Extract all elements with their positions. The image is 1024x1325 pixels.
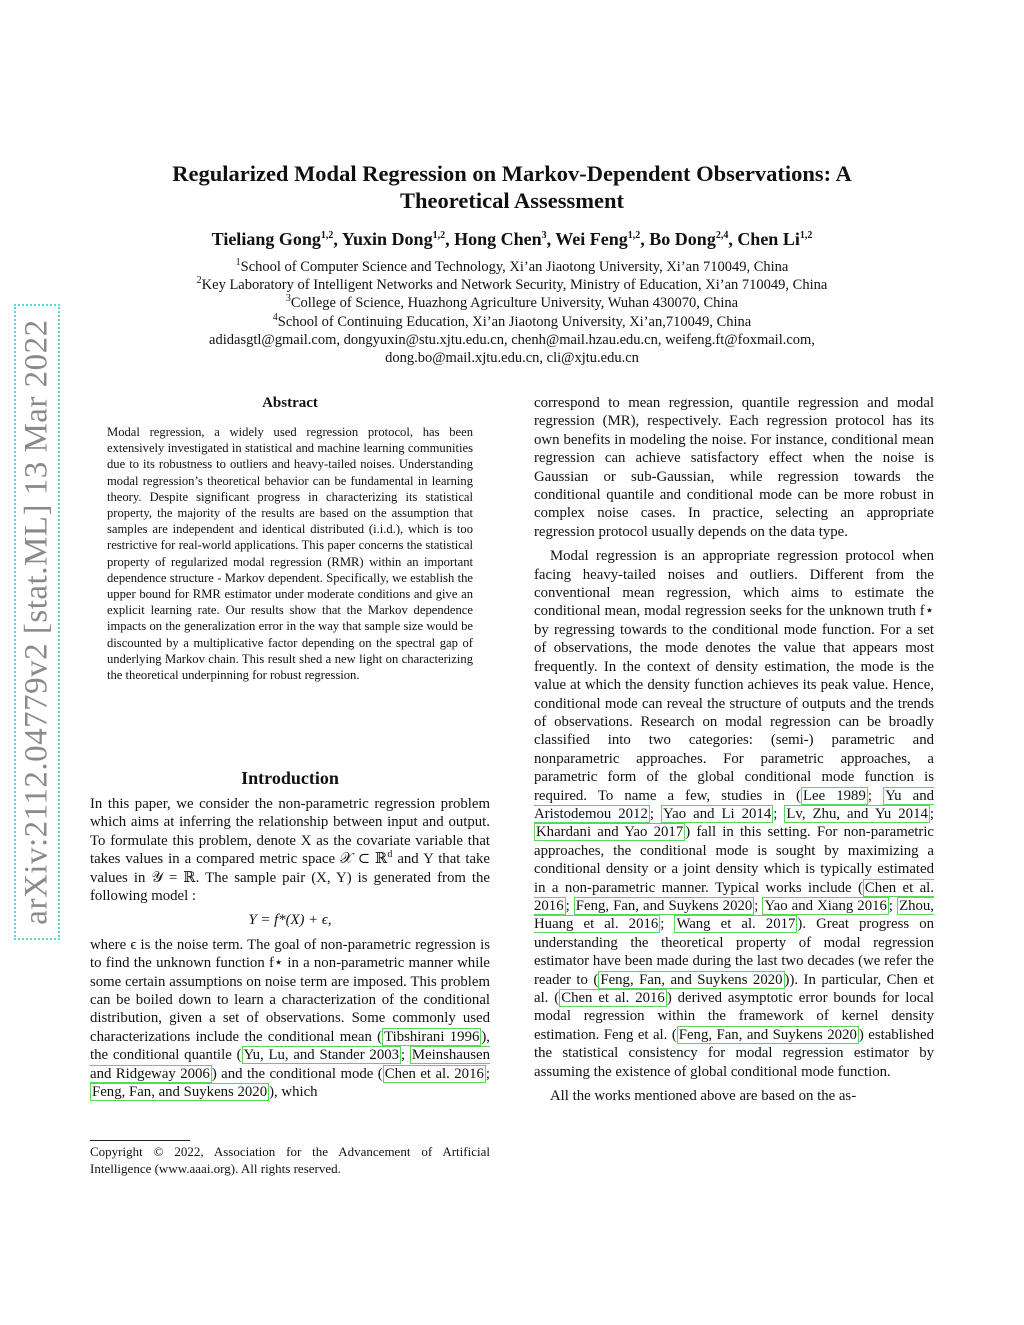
paragraph: Modal regression is an appropriate regression protocol when facing heavy-tailed noises and outliers. Different from the conventional mean regression, which aims to estimate the conditional mean, modal regression seeks for the unknown truth f⋆ by regressing towards to the conditional mode function. For a set of observations, the mode denotes the value that appears most frequently. In the context of density estimation, the mode is the value at which the density function achieves its peak value. Hence, conditional mode can reveal the structure of outputs and the trends of observations. Research on modal regression can be broadly classified into two categories: (semi-) parametric and nonparametric approaches. For parametric approaches, a parametric form of the global conditional mode function is required. To name a few, studies in ( Lee 1989 ; Yu and Aristodemou 2012 ; Yao and Li 2014 ; Lv, Zhu, and Yu 2014 ; Khardani and Yao 2017 ) fall in this setting. For non-parametric approaches, the conditional mode is sought by maximizing a conditional density or a joint density which is typically estimated in a non-parametric manner. Typical works include ( Chen et al. 2016 ; Feng, Fan, and Suykens 2020 ; Yao and Xiang 2016 ; Zhou, Huang et al. 2016 ; Wang et al. 2017 ). Great progress on understanding the theoretical property of modal regression estimator have been made during the last two decades (we refer the reader to ( Feng, Fan, and Suykens 2020 )). In particular, Chen et al. ( Chen et al. 2016 ) derived asymptotic error bounds for local modal regression within the framework of kernel density estimation. Feng et al. ( Feng, Fan, and Suykens 2020 ) established the statistical consistency for modal regression estimator by assuming the existence of global conditional mode function. [534, 548, 935, 1080]
citation-link[interactable]: Yao and Xiang 2016 [764, 897, 887, 914]
citation-link[interactable]: Meinshausen and Ridgeway 2006 [90, 1047, 490, 1082]
citation-link[interactable]: Yao and Li 2014 [662, 805, 772, 822]
footnote-rule [90, 1140, 190, 1141]
author-sup: 1,2 [627, 230, 641, 241]
citation-link[interactable]: Feng, Fan, and Suykens 2020 [575, 897, 753, 914]
author: Hong Chen [454, 229, 542, 249]
abstract-text: Modal regression, a widely used regression protocol, has been extensively investigated in statistical and machine learning communities due to its robustness to outliers and heavy-tailed noises. Understanding modal regression’s theoretical behavior can be fundamental in learning theory. Despite significant progress in characterizing its statistical property, the majority of the results are based on the assumption that samples are independent and identical distributed (i.i.d.), which is too restrictive for real-world applications. This paper concerns the statistical property of regularized modal regression (RMR) within an important dependence structure - Markov dependent. Specifically, we establish the upper bound for RMR estimator under moderate conditions and give an explicit learning rate. Our results show that the Markov dependence impacts on the generalization error in the way that sample size would be discounted by a multiplicative factor depending on the spectral gap of underlying Markov chain. This result shed a new light on characterizing the theoretical underpinning for robust regression. [107, 425, 473, 683]
author-sup: 2,4 [715, 230, 729, 241]
paragraph: All the works mentioned above are based on the as- [550, 1088, 857, 1105]
email-line: dong.bo@mail.xjtu.edu.cn, cli@xjtu.edu.cn [385, 350, 639, 367]
affiliation: $^3$College of Science, Huazhong Agriculture University, Wuhan 430070, China [285, 293, 739, 312]
author: Yuxin Dong [341, 229, 433, 249]
abstract-heading: Abstract [262, 395, 318, 411]
citation-link[interactable]: Wang et al. 2017 [676, 916, 796, 933]
affiliations [80, 258, 944, 367]
introduction-heading: Introduction [241, 768, 339, 788]
arxiv-stamp[interactable] [14, 304, 60, 940]
author-list: Tieliang Gong$^{1,2}$, Yuxin Dong$^{1,2}$, Hong Chen$^3$, Wei Feng$^{1,2}$, Bo Dong$^{2,4}$, Chen Li$^{1,2}$ [211, 229, 813, 249]
author-sup: 1,2 [320, 230, 334, 241]
affiliation: $^4$School of Continuing Education, Xi’an Jiaotong University, Xi’an,710049, China [272, 311, 752, 330]
citation-link[interactable]: Khardani and Yao 2017 [536, 824, 684, 841]
citation-link[interactable]: Tibshirani 1996 [384, 1028, 480, 1045]
author-sup: 1,2 [432, 230, 446, 241]
right-column-text [534, 394, 934, 1105]
citation-link[interactable]: Yu, Lu, and Stander 2003 [243, 1047, 400, 1064]
author-sup: 1,2 [799, 230, 813, 241]
author: Chen Li [737, 229, 800, 249]
affiliation: $^1$School of Computer Science and Technology, Xi’an Jiaotong University, Xi’an 710049, China [235, 257, 789, 275]
paragraph: correspond to mean regression, quantile regression and modal regression (MR), respectively. Each regression protocol has its own benefits in modeling the noise. For instance, conditional mean regression can achieve satisfactory effect when the noise is Gaussian or sub-Gaussian, while regression towards the conditional quantile and conditional mode can be more robust in complex noise cases. In practice, selecting an appropriate regression protocol usually depends on the data type. [534, 395, 934, 540]
author-sup: 3 [541, 230, 547, 241]
author: Wei Feng [555, 229, 628, 249]
citation-link[interactable]: Zhou, Huang et al. 2016 [534, 897, 935, 933]
citation-link[interactable]: Chen et al. 2016 [384, 1065, 484, 1082]
citation-link[interactable]: Chen et al. 2016 [561, 990, 665, 1006]
affiliation: $^2$Key Laboratory of Intelligent Networks and Network Security, Ministry of Education, Xi’an 710049, China [196, 275, 828, 294]
paper-title: Regularized Modal Regression on Markov-Dependent Observations: A Theoretical Assessment [172, 161, 852, 213]
citation-link[interactable]: Lee 1989 [802, 787, 866, 804]
equation: Y = f*(X) + ϵ, [248, 912, 332, 929]
copyright-footnote: Copyright © 2022, Association for the Advancement of Artificial Intelligence (www.aaai.org). All rights reserved. [90, 1144, 490, 1176]
left-column-text [90, 795, 490, 1102]
citation-link[interactable]: Chen et al. 2016 [534, 879, 934, 914]
author: Bo Dong [649, 229, 716, 249]
citation-link[interactable]: Feng, Fan, and Suykens 2020 [678, 1026, 857, 1043]
paragraph: In this paper, we consider the non-parametric regression problem which aims at inferring the relationship between input and output. To formulate this problem, denote X as the covariate variable that takes values in a compared metric space 𝒳 ⊂ ℝ$^d$ and Y that take values in 𝒴 = ℝ. The sample pair (X, Y) is generated from the following model : [90, 796, 490, 905]
abstract-body [107, 424, 473, 683]
author: Tieliang Gong [211, 229, 321, 249]
citation-link[interactable]: Yu and Aristodemou 2012 [534, 787, 935, 822]
citation-link[interactable]: Lv, Zhu, and Yu 2014 [786, 805, 928, 822]
citation-link[interactable]: Feng, Fan, and Suykens 2020 [92, 1084, 268, 1101]
arxiv-stamp-text: arXiv:2112.04779v2 [stat.ML] 13 Mar 2022 [18, 319, 55, 925]
email-line: adidasgtl@gmail.com, dongyuxin@stu.xjtu.edu.cn, chenh@mail.hzau.edu.cn, weifeng.ft@foxmail.com, [209, 331, 815, 348]
paragraph: where ϵ is the noise term. The goal of non-parametric regression is to find the unknown function f⋆ in a non-parametric manner while some certain assumptions on noise term are imposed. This problem can be boiled down to learn a characterization of the conditional distribution, given a set of observations. Some commonly used characterizations include the conditional mean ( Tibshirani 1996 ), the conditional quantile ( Yu, Lu, and Stander 2003 ; Meinshausen and Ridgeway 2006 ) and the conditional mode ( Chen et al. 2016 ; Feng, Fan, and Suykens 2020 ), which [90, 936, 491, 1101]
citation-link[interactable]: Feng, Fan, and Suykens 2020 [600, 971, 783, 988]
